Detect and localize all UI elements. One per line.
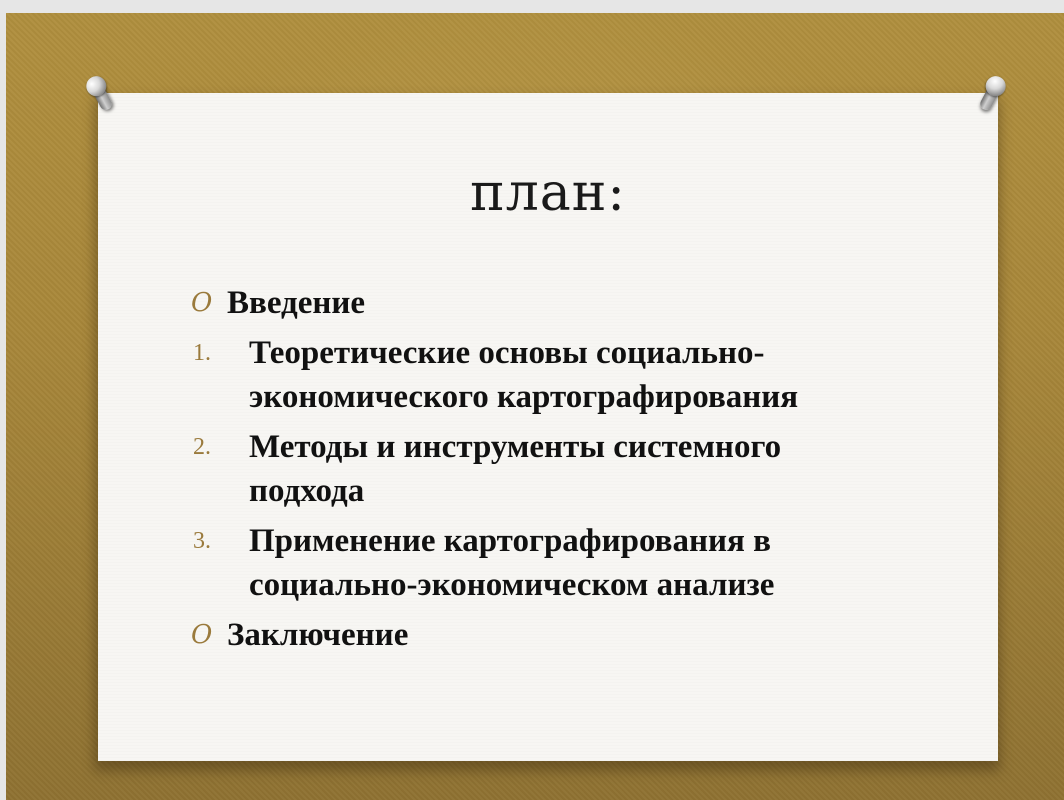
bullet-icon: O bbox=[191, 620, 213, 650]
slide-background bbox=[6, 13, 1064, 800]
list-item bbox=[191, 425, 831, 513]
plan-list bbox=[191, 281, 911, 663]
list-item-text: Теоретические основы социально-экономического картографирования bbox=[249, 335, 799, 415]
bullet-icon: O bbox=[191, 288, 213, 318]
list-item-text: Введение bbox=[227, 285, 366, 321]
list-number: 3. bbox=[193, 528, 211, 554]
list-item bbox=[191, 331, 831, 419]
slide-title: план: bbox=[470, 163, 626, 223]
list-number: 1. bbox=[193, 340, 211, 366]
list-item bbox=[191, 519, 831, 607]
list-number: 2. bbox=[193, 434, 211, 460]
list-item-text: Заключение bbox=[227, 617, 409, 653]
list-item bbox=[191, 613, 911, 657]
list-item-text: Методы и инструменты системного подхода bbox=[249, 429, 782, 509]
list-item bbox=[191, 281, 911, 325]
list-item-text: Применение картографирования в социально-экономическом анализе bbox=[249, 523, 775, 603]
